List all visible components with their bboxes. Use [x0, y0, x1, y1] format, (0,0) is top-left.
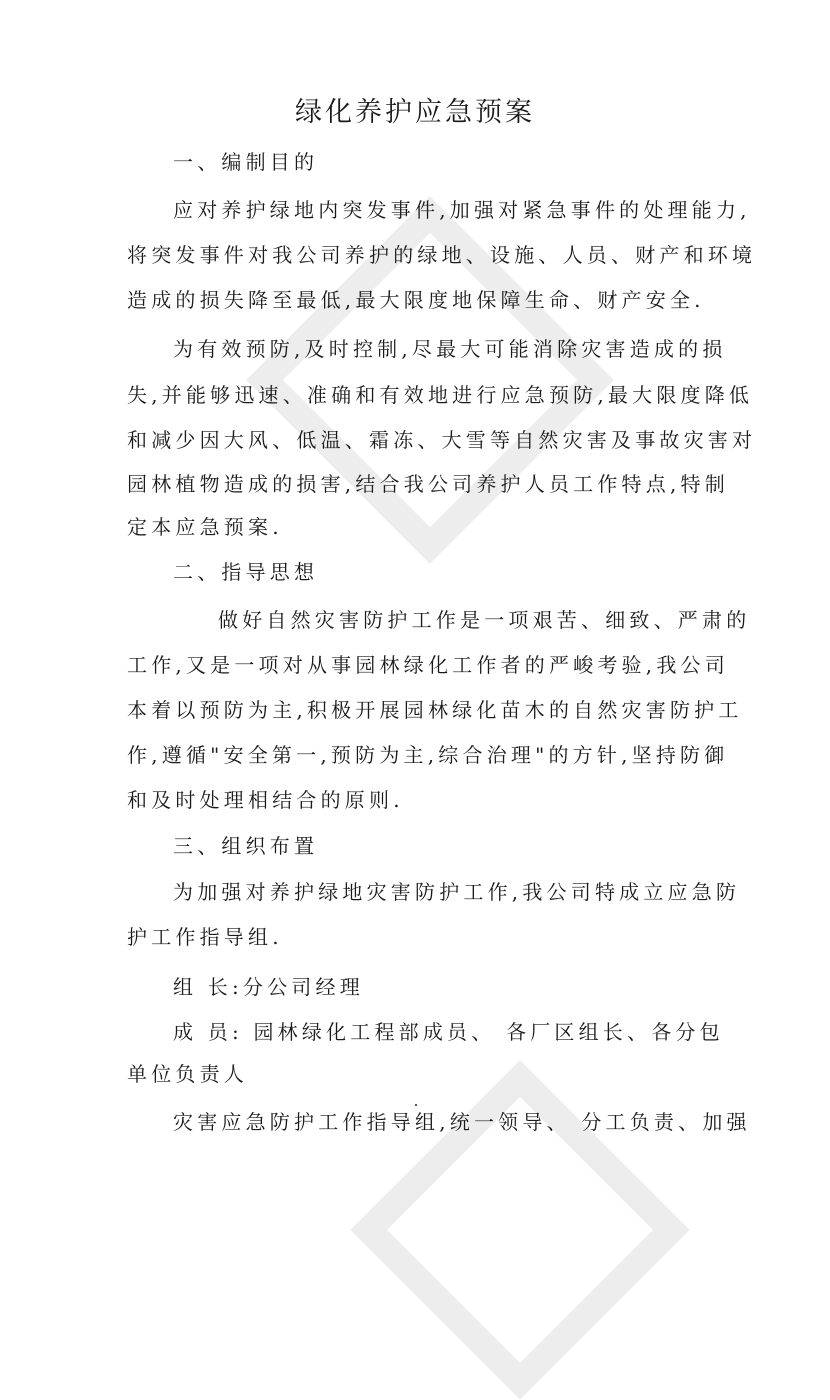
paragraph-line: 作,遵循"安全第一,预防为主,综合治理"的方针,坚持防御 [127, 743, 729, 767]
paragraph-line: 做好自然灾害防护工作是一项艰苦、细致、严肃的 [218, 608, 751, 632]
paragraph-line: 本着以预防为主,积极开展园林绿化苗木的自然灾害防护工 [127, 698, 743, 722]
paragraph-line: 应对养护绿地内突发事件,加强对紧急事件的处理能力, [173, 198, 751, 222]
document-title: 绿化养护应急预案 [295, 97, 535, 128]
paragraph-line: 工作,又是一项对从事园林绿化工作者的严峻考验,我公司 [127, 653, 729, 677]
paragraph-line: 园林植物造成的损害,结合我公司养护人员工作特点,特制 [127, 472, 729, 496]
section-heading: 二、指导思想 [173, 560, 319, 584]
paragraph-line: 灾害应急防护工作指导组,统一领导、 分工负责、加强 [173, 1110, 751, 1134]
section-heading: 三、组织布置 [173, 834, 319, 858]
paragraph-line: 护工作指导组. [127, 925, 283, 949]
paragraph-line: 为加强对养护绿地灾害防护工作,我公司特成立应急防 [173, 880, 741, 904]
paragraph-line: 成 员: 园林绿化工程部成员、 各厂区组长、各分包 [173, 1020, 724, 1044]
paragraph-line: 将突发事件对我公司养护的绿地、设施、人员、财产和环境 [127, 243, 757, 267]
paragraph-line: 单位负责人 [127, 1062, 248, 1086]
paragraph-line: 失,并能够迅速、准确和有效地进行应急预防,最大限度降低 [127, 383, 754, 407]
section-heading: 一、编制目的 [173, 150, 319, 174]
page-mark [415, 1104, 417, 1106]
paragraph-line: 造成的损失降至最低,最大限度地保障生命、财产安全. [127, 288, 705, 312]
paragraph-line: 定本应急预案. [127, 515, 283, 539]
paragraph-line: 为有效预防,及时控制,尽最大可能消除灾害造成的损 [173, 337, 727, 361]
paragraph-line: 组 长:分公司经理 [173, 975, 364, 999]
paragraph-line: 和减少因大风、低温、霜冻、大雪等自然灾害及事故灾害对 [127, 428, 757, 452]
paragraph-line: 和及时处理相结合的原则. [127, 788, 404, 812]
